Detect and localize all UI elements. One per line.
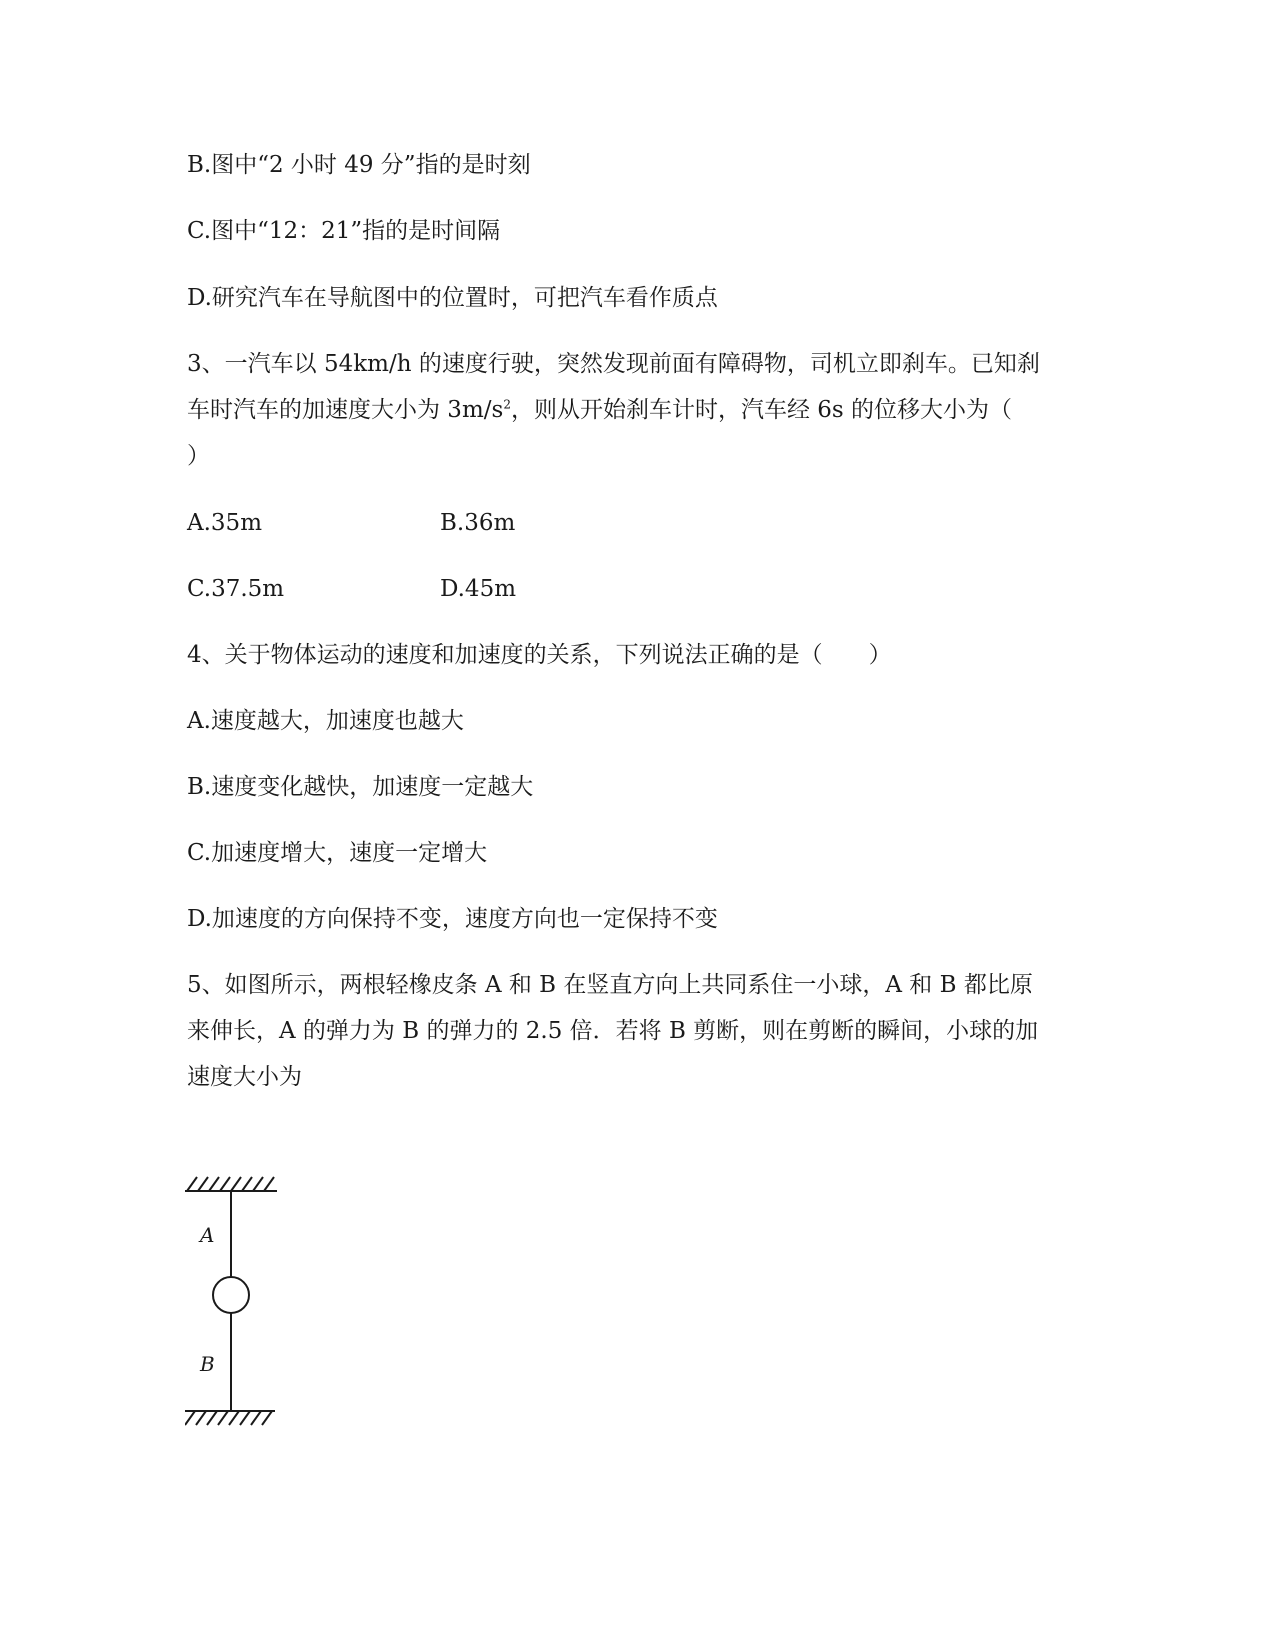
q3-option-b: B.36m <box>440 510 516 536</box>
q5-stem-line-1: 5、如图所示，两根轻橡皮条 A 和 B 在竖直方向上共同系住一小球，A 和 B 都比原 <box>187 972 1033 998</box>
q2-option-d: D.研究汽车在导航图中的位置时，可把汽车看作质点 <box>187 285 718 311</box>
q3-stem-line-1: 3、一汽车以 54km/h 的速度行驶，突然发现前面有障碍物，司机立即刹车。已知刹 <box>187 351 1040 377</box>
q5-figure <box>185 1175 295 1435</box>
q4-option-b: B.速度变化越快，加速度一定越大 <box>187 774 534 800</box>
label-a: A <box>200 1223 215 1247</box>
q2-option-b: B.图中“2 小时 49 分”指的是时刻 <box>187 152 531 178</box>
q5-stem-line-2: 来伸长，A 的弹力为 B 的弹力的 2.5 倍．若将 B 剪断，则在剪断的瞬间，小球的加 <box>187 1018 1039 1044</box>
q3-stem-line-2 <box>187 395 1012 425</box>
floor-support <box>185 1411 275 1425</box>
q3-stem-line-3: ） <box>187 443 210 469</box>
q5-stem-line-3: 速度大小为 <box>187 1064 302 1090</box>
q4-stem: 4、关于物体运动的速度和加速度的关系，下列说法正确的是（ ） <box>187 642 892 668</box>
q3-superscript: 2 <box>503 397 511 412</box>
q3-option-a: A.35m <box>187 510 262 536</box>
q3-option-d: D.45m <box>440 576 517 602</box>
label-b: B <box>200 1352 215 1376</box>
q4-option-a: A.速度越大，加速度也越大 <box>187 708 464 734</box>
q4-option-d: D.加速度的方向保持不变，速度方向也一定保持不变 <box>187 906 718 932</box>
ball <box>213 1277 249 1313</box>
ceiling-support <box>185 1177 277 1191</box>
q2-option-c: C.图中“12：21”指的是时间隔 <box>187 218 501 244</box>
q3-stem-line-2-rest: ，则从开始刹车计时，汽车经 6s 的位移大小为（ <box>510 397 1013 423</box>
q4-option-c: C.加速度增大，速度一定增大 <box>187 840 488 866</box>
q3-option-c: C.37.5m <box>187 576 285 602</box>
q3-stem-line-2-text: 车时汽车的加速度大小为 3m/s <box>187 397 504 423</box>
